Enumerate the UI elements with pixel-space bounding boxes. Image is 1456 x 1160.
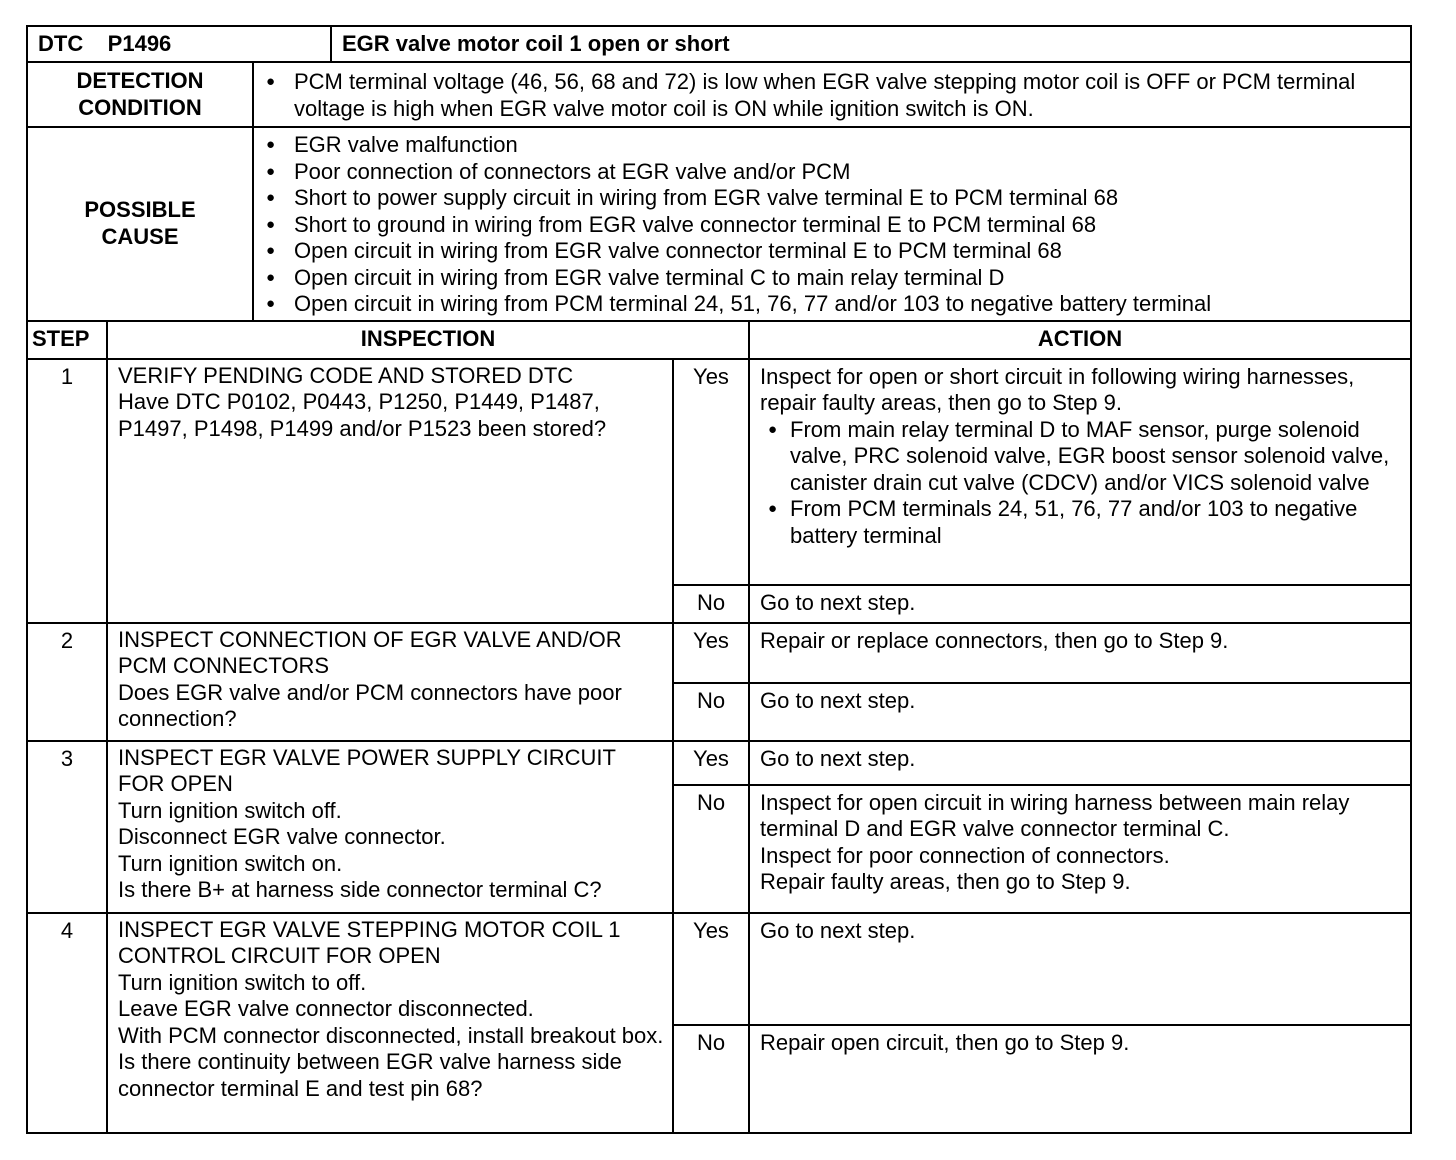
detection-list xyxy=(253,62,1411,127)
no-action: Repair open circuit, then go to Step 9. xyxy=(749,1025,1411,1133)
step-row xyxy=(27,741,1411,785)
cause-item: ● EGR valve malfunction xyxy=(254,132,1402,159)
cause-item: ● Poor connection of connectors at EGR valve and/or PCM xyxy=(254,159,1402,186)
detection-label: DETECTION CONDITION xyxy=(27,62,253,127)
col-action: ACTION xyxy=(749,321,1411,359)
detection-item: ● PCM terminal voltage (46, 56, 68 and 72) is low when EGR valve stepping motor coil is OFF or PCM terminal voltage is high when EGR valve motor coil is ON while ignition switch is ON. xyxy=(254,69,1402,122)
step-inspection: INSPECT EGR VALVE POWER SUPPLY CIRCUIT FOR OPEN Turn ignition switch off. Disconnect EGR valve connector. Turn ignition switch on. Is there B+ at harness side connector terminal C? xyxy=(107,741,673,913)
col-inspection: INSPECTION xyxy=(107,321,749,359)
dtc-table xyxy=(26,25,1412,1134)
dtc-document xyxy=(26,25,1410,1134)
detection-row xyxy=(27,62,1411,127)
cause-label: POSSIBLE CAUSE xyxy=(27,127,253,321)
step-inspection: INSPECT CONNECTION OF EGR VALVE AND/OR PCM CONNECTORS Does EGR valve and/or PCM connectors have poor connection? xyxy=(107,623,673,741)
action-bullet: ● From PCM terminals 24, 51, 76, 77 and/or 103 to negative battery terminal xyxy=(760,496,1402,549)
dtc-title: EGR valve motor coil 1 open or short xyxy=(331,26,1411,62)
step-row xyxy=(27,913,1411,1025)
cause-item: ● Open circuit in wiring from EGR valve connector terminal E to PCM terminal 68 xyxy=(254,238,1402,265)
yes-action: Repair or replace connectors, then go to Step 9. xyxy=(749,623,1411,683)
dtc-cell xyxy=(27,26,331,62)
no-label: No xyxy=(673,585,749,623)
yes-label: Yes xyxy=(673,913,749,1025)
yes-action: Go to next step. xyxy=(749,913,1411,1025)
cause-item: ● Open circuit in wiring from PCM terminal 24, 51, 76, 77 and/or 103 to negative battery terminal xyxy=(254,291,1402,318)
yes-label: Yes xyxy=(673,741,749,785)
cause-list xyxy=(253,127,1411,321)
step-number: 4 xyxy=(27,913,107,1133)
no-action: Inspect for open circuit in wiring harness between main relay terminal D and EGR valve connector terminal C. Inspect for poor connection of connectors. Repair faulty areas, then go to Step 9. xyxy=(749,785,1411,913)
step-inspection: INSPECT EGR VALVE STEPPING MOTOR COIL 1 CONTROL CIRCUIT FOR OPEN Turn ignition switch to off. Leave EGR valve connector disconnected. With PCM connector disconnected, install breakout box. Is there continuity between EGR valve harness side connector terminal E and test pin 68? xyxy=(107,913,673,1133)
col-step: STEP xyxy=(27,321,107,359)
cause-item: ● Open circuit in wiring from EGR valve terminal C to main relay terminal D xyxy=(254,265,1402,292)
step-number: 1 xyxy=(27,359,107,623)
no-label: No xyxy=(673,1025,749,1133)
no-action: Go to next step. xyxy=(749,585,1411,623)
step-row xyxy=(27,359,1411,585)
step-inspection: VERIFY PENDING CODE AND STORED DTC Have DTC P0102, P0443, P1250, P1449, P1487, P1497, P1498, P1499 and/or P1523 been stored? xyxy=(107,359,673,623)
cause-row xyxy=(27,127,1411,321)
cause-item: ● Short to ground in wiring from EGR valve connector terminal E to PCM terminal 68 xyxy=(254,212,1402,239)
yes-action: Inspect for open or short circuit in following wiring harnesses, repair faulty areas, then go to Step 9. ● From main relay terminal D to MAF sensor, purge solenoid valve, PRC solenoid valve, EGR boost sensor solenoid valve, canister drain cut valve (CDCV) and/or VICS solenoid valve ● From PCM terminals 24, 51, 76, 77 and/or 103 to negative battery terminal xyxy=(749,359,1411,585)
step-number: 3 xyxy=(27,741,107,913)
no-label: No xyxy=(673,785,749,913)
yes-label: Yes xyxy=(673,623,749,683)
step-row xyxy=(27,623,1411,683)
dtc-code: P1496 xyxy=(107,30,172,56)
cause-item: ● Short to power supply circuit in wiring from EGR valve terminal E to PCM terminal 68 xyxy=(254,185,1402,212)
step-number: 2 xyxy=(27,623,107,741)
no-action: Go to next step. xyxy=(749,683,1411,741)
header-row xyxy=(27,26,1411,62)
action-bullet: ● From main relay terminal D to MAF sensor, purge solenoid valve, PRC solenoid valve, EGR boost sensor solenoid valve, canister drain cut valve (CDCV) and/or VICS solenoid valve xyxy=(760,417,1402,497)
column-header-row xyxy=(27,321,1411,359)
yes-action: Go to next step. xyxy=(749,741,1411,785)
dtc-label: DTC xyxy=(38,30,84,56)
yes-label: Yes xyxy=(673,359,749,585)
no-label: No xyxy=(673,683,749,741)
